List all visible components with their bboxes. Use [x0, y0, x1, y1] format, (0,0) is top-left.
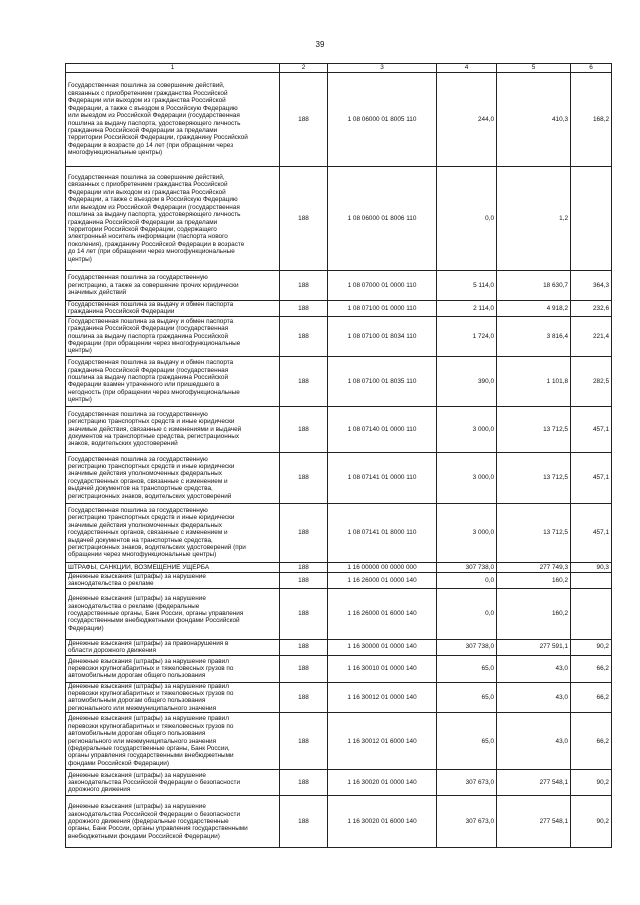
row-name-line: внебюджетными фондами Российской Федерации) — [68, 832, 220, 840]
row-name-line: Государственная пошлина за выдачу и обмен паспорта — [68, 301, 234, 308]
percent-value: 457,1 — [571, 503, 612, 562]
actual-value: 277 548,1 — [497, 796, 571, 848]
row-name-line: Федерации взамен утраченного или пришедшего в — [68, 381, 220, 389]
row-name-line: центры) — [68, 396, 92, 404]
row-name-line: перевозки крупногабаритных и тяжеловесных грузов по — [68, 722, 234, 730]
row-name-line: Денежные взыскания (штрафы) за правонарушения в — [68, 639, 229, 647]
row-name — [66, 796, 280, 848]
row-name-line: Федерации, а также с въездом в Российскую Федерацию — [68, 196, 238, 204]
budget-code: 1 16 00000 00 0000 000 — [328, 562, 437, 572]
row-name — [66, 682, 280, 713]
planned-value: 0,0 — [437, 572, 497, 588]
row-name-line: гражданина Российской Федерации за пределами — [68, 218, 218, 226]
table-row — [66, 271, 612, 301]
row-name — [66, 572, 280, 588]
row-name-line: Федерации) — [68, 624, 104, 632]
row-name-line: Федерации (при обращении через многофункциональные — [68, 340, 241, 348]
row-name-line: обращении через многофункциональные центры) — [68, 551, 217, 559]
column-header: 6 — [571, 64, 612, 73]
row-name-line: перевозки крупногабаритных и тяжеловесных грузов по — [68, 690, 234, 698]
row-name-line: Государственная пошлина за государственную — [68, 410, 208, 418]
actual-value: 13 712,5 — [497, 406, 571, 452]
table-row — [66, 796, 612, 848]
row-name-line: Федерации в возрасте до 14 лет (при обращении через — [68, 141, 234, 149]
planned-value: 65,0 — [437, 655, 497, 682]
row-name-line: гражданина Российской Федерации (государственная — [68, 366, 229, 374]
row-name-line: органы, Банк России, органы управления государственными — [68, 825, 248, 833]
column-header: 3 — [328, 64, 437, 73]
budget-code: 1 08 07141 01 0000 110 — [328, 452, 437, 503]
row-name-line: Государственная пошлина за государственную — [68, 274, 208, 282]
row-name-line: значимые действия уполномоченных федеральных — [68, 470, 222, 478]
row-name-line: или выездом из Российской Федерации (государственная — [68, 112, 240, 120]
row-name-line: Государственная пошлина за выдачу и обмен паспорта — [68, 359, 234, 367]
row-name-line: территории Российской Федерации, гражданину Российской — [68, 134, 248, 142]
budget-code: 1 16 26000 01 6000 140 — [328, 588, 437, 639]
admin-code: 188 — [280, 639, 328, 655]
percent-value: 66,2 — [571, 682, 612, 713]
planned-value: 307 738,0 — [437, 562, 497, 572]
actual-value: 43,0 — [497, 713, 571, 770]
table-row — [66, 655, 612, 682]
row-name-line: законодательства Российской Федерации о безопасности — [68, 810, 241, 818]
planned-value: 3 000,0 — [437, 452, 497, 503]
revenue-table — [65, 63, 612, 848]
row-name-line: Денежные взыскания (штрафы) за нарушение правил — [68, 715, 229, 723]
row-name-line: регионального или межмуниципального значения — [68, 737, 217, 745]
row-name-line: Государственная пошлина за государственную — [68, 506, 208, 514]
row-name — [66, 655, 280, 682]
budget-code: 1 16 30000 01 0000 140 — [328, 639, 437, 655]
row-name-line: Федерации или выходом из гражданства Российской — [68, 188, 226, 196]
row-name-line: регионального или межмуниципального значения — [68, 704, 217, 712]
budget-code: 1 16 30012 01 6000 140 — [328, 713, 437, 770]
row-name-line: регистрационных знаков, водительских удостоверений (при — [68, 543, 246, 551]
admin-code: 188 — [280, 503, 328, 562]
row-name-line: фондами Российской Федерации) — [68, 759, 169, 767]
table-row — [66, 572, 612, 588]
percent-value: 90,2 — [571, 770, 612, 796]
percent-value: 90,3 — [571, 562, 612, 572]
table-row — [66, 682, 612, 713]
row-name-line: регистрацию транспортных средств и иные юридически — [68, 463, 235, 470]
row-name — [66, 562, 280, 572]
row-name-line: Государственная пошлина за государственную — [68, 455, 208, 463]
row-name-line: значимые действия, связанные с изменениями и выдачей — [68, 425, 242, 433]
row-name-line: выдачей документов на транспортные средства, — [68, 536, 213, 544]
percent-value: 90,2 — [571, 639, 612, 655]
row-name-line: выдачей документов на транспортные средства, — [68, 485, 213, 493]
planned-value: 3 000,0 — [437, 406, 497, 452]
row-name-line: законодательства о рекламе — [68, 580, 154, 588]
column-header: 5 — [497, 64, 571, 73]
actual-value: 4 918,2 — [497, 301, 571, 317]
row-name-line: значимых действий — [68, 289, 127, 297]
row-name-line: значимые действия уполномоченных федеральных — [68, 521, 222, 529]
budget-code: 1 08 07100 01 8034 110 — [328, 316, 437, 356]
budget-code: 1 08 07000 01 0000 110 — [328, 271, 437, 301]
table-row — [66, 770, 612, 796]
row-name-line: автомобильным дорогам общего пользования — [68, 697, 206, 705]
budget-code: 1 08 07100 01 8035 110 — [328, 356, 437, 406]
row-name-line: территории Российской Федерации, содержащего — [68, 225, 217, 233]
budget-code: 1 16 30020 01 6000 140 — [328, 796, 437, 848]
admin-code: 188 — [280, 770, 328, 796]
table-row — [66, 452, 612, 503]
budget-code: 1 16 30012 01 0000 140 — [328, 682, 437, 713]
row-name-line: законодательства о рекламе (федеральные — [68, 602, 200, 610]
admin-code: 188 — [280, 713, 328, 770]
percent-value: 90,2 — [571, 796, 612, 848]
admin-code: 188 — [280, 562, 328, 572]
row-name-line: законодательства Российской Федерации о безопасности — [68, 779, 241, 787]
table-row — [66, 167, 612, 271]
row-name-line: Денежные взыскания (штрафы) за нарушение — [68, 572, 206, 580]
budget-code: 1 16 30010 01 0000 140 — [328, 655, 437, 682]
actual-value: 18 630,7 — [497, 271, 571, 301]
admin-code: 188 — [280, 655, 328, 682]
admin-code: 188 — [280, 301, 328, 317]
row-name — [66, 588, 280, 639]
row-name-line: дорожного движения (федеральные государственные — [68, 818, 229, 826]
row-name-line: электронный носитель информации (паспорта нового — [68, 233, 228, 241]
table-row — [66, 301, 612, 317]
row-name — [66, 406, 280, 452]
admin-code: 188 — [280, 167, 328, 271]
row-name-line: Денежные взыскания (штрафы) за нарушение правил — [68, 682, 229, 690]
percent-value: 282,5 — [571, 356, 612, 406]
table-row — [66, 73, 612, 167]
row-name — [66, 503, 280, 562]
admin-code: 188 — [280, 316, 328, 356]
actual-value: 160,2 — [497, 572, 571, 588]
budget-code: 1 08 06000 01 8005 110 — [328, 73, 437, 167]
actual-value: 43,0 — [497, 682, 571, 713]
row-name-line: центры) — [68, 255, 92, 263]
row-name-line: пошлина за выдачу паспорта гражданина Российской — [68, 332, 229, 340]
planned-value: 0,0 — [437, 588, 497, 639]
admin-code: 188 — [280, 73, 328, 167]
row-name-line: знаков, водительских удостоверений — [68, 440, 178, 448]
admin-code: 188 — [280, 452, 328, 503]
row-name-line: пошлина за выдачу паспорта гражданина Российской — [68, 373, 229, 381]
row-name-line: до 14 лет (при обращении через многофункциональные — [68, 248, 235, 256]
row-name-line: государственных органов, связанные с изменением и — [68, 529, 228, 537]
percent-value: 457,1 — [571, 452, 612, 503]
row-name-line: документов на транспортные средства, регистрационных — [68, 433, 240, 441]
table-row — [66, 316, 612, 356]
row-name-line: Государственная пошлина за совершение действий, — [68, 174, 225, 182]
percent-value: 221,4 — [571, 316, 612, 356]
actual-value: 43,0 — [497, 655, 571, 682]
row-name-line: пошлина за выдачу паспорта, удостоверяющего личность — [68, 119, 241, 127]
row-name-line: государственные органы, Банк России, органы управления — [68, 609, 244, 617]
row-name-line: гражданина Российской Федерации (государственная — [68, 325, 229, 333]
actual-value: 277 591,1 — [497, 639, 571, 655]
actual-value: 1 101,8 — [497, 356, 571, 406]
row-name-line: Федерации, а также с въездом в Российскую Федерацию — [68, 104, 238, 112]
row-name-line: Денежные взыскания (штрафы) за нарушение правил — [68, 657, 229, 665]
planned-value: 1 724,0 — [437, 316, 497, 356]
percent-value: 457,1 — [571, 406, 612, 452]
planned-value: 307 738,0 — [437, 639, 497, 655]
row-name — [66, 167, 280, 271]
column-header: 1 — [66, 64, 280, 73]
row-name-line: Федерации или выходом из гражданства Российской — [68, 97, 226, 105]
row-name-line: автомобильным дорогам общего пользования — [68, 730, 206, 738]
row-name-line: Денежные взыскания (штрафы) за нарушение — [68, 803, 206, 811]
row-name — [66, 770, 280, 796]
table-row — [66, 356, 612, 406]
planned-value: 307 673,0 — [437, 770, 497, 796]
table-row — [66, 639, 612, 655]
percent-value: 66,2 — [571, 713, 612, 770]
row-name-line: государственных органов, связанные с изменением и — [68, 477, 228, 485]
percent-value — [571, 572, 612, 588]
actual-value: 1,2 — [497, 167, 571, 271]
row-name-line: области дорожного движения — [68, 647, 156, 655]
actual-value: 3 816,4 — [497, 316, 571, 356]
row-name-line: (федеральные государственные органы, Банк России, — [68, 744, 230, 752]
budget-code: 1 16 30020 01 0000 140 — [328, 770, 437, 796]
planned-value: 65,0 — [437, 713, 497, 770]
percent-value: 66,2 — [571, 655, 612, 682]
planned-value: 65,0 — [437, 682, 497, 713]
admin-code: 188 — [280, 271, 328, 301]
row-name-line: Денежные взыскания (штрафы) за нарушение — [68, 595, 206, 603]
row-name-line: поколения), гражданину Российской Федерации в возрасте — [68, 240, 245, 248]
row-name-line: гражданина Российской Федерации за пределами — [68, 126, 218, 134]
row-name-line: Денежные взыскания (штрафы) за нарушение — [68, 771, 206, 779]
row-name-line: многофункциональные центры) — [68, 149, 163, 157]
budget-code: 1 08 07100 01 0000 110 — [328, 301, 437, 317]
actual-value: 13 712,5 — [497, 452, 571, 503]
row-name-line: перевозки крупногабаритных и тяжеловесных грузов по — [68, 664, 234, 672]
row-name-line: пошлина за выдачу паспорта, удостоверяющего личность — [68, 211, 241, 219]
actual-value: 410,3 — [497, 73, 571, 167]
row-name-line: государственными внебюджетными фондами Российской — [68, 617, 240, 625]
row-name-line: гражданина Российской Федерации — [68, 308, 175, 316]
actual-value: 277 548,1 — [497, 770, 571, 796]
row-name-line: ШТРАФЫ, САНКЦИИ, ВОЗМЕЩЕНИЕ УЩЕРБА — [68, 563, 210, 571]
planned-value: 0,0 — [437, 167, 497, 271]
row-name-line: органы управления государственными внебюджетными — [68, 752, 234, 760]
planned-value: 2 114,0 — [437, 301, 497, 317]
table-row — [66, 562, 612, 572]
row-name-line: центры) — [68, 347, 92, 355]
row-name — [66, 316, 280, 356]
table-row — [66, 588, 612, 639]
admin-code: 188 — [280, 588, 328, 639]
column-header: 2 — [280, 64, 328, 73]
budget-code: 1 08 06000 01 8006 110 — [328, 167, 437, 271]
actual-value: 277 749,3 — [497, 562, 571, 572]
row-name — [66, 713, 280, 770]
row-name-line: или выездом из Российской Федерации (государственная — [68, 203, 240, 211]
actual-value: 160,2 — [497, 588, 571, 639]
row-name-line: Государственная пошлина за совершение действий, — [68, 82, 225, 90]
actual-value: 13 712,5 — [497, 503, 571, 562]
row-name-line: регистрацию транспортных средств и иные юридически — [68, 418, 235, 426]
row-name-line: связанных с приобретением гражданства Российской — [68, 89, 228, 97]
budget-code: 1 08 07140 01 0000 110 — [328, 406, 437, 452]
admin-code: 188 — [280, 796, 328, 848]
row-name-line: регистрацию транспортных средств и иные юридически — [68, 514, 235, 522]
budget-code: 1 16 26000 01 0000 140 — [328, 572, 437, 588]
percent-value: 364,3 — [571, 271, 612, 301]
percent-value — [571, 588, 612, 639]
column-header: 4 — [437, 64, 497, 73]
row-name — [66, 356, 280, 406]
budget-code: 1 08 07141 01 8000 110 — [328, 503, 437, 562]
row-name — [66, 301, 280, 317]
row-name-line: дорожного движения — [68, 786, 131, 794]
page-number: 39 — [315, 40, 325, 49]
planned-value: 3 000,0 — [437, 503, 497, 562]
planned-value: 5 114,0 — [437, 271, 497, 301]
percent-value: 168,2 — [571, 73, 612, 167]
header-row — [66, 64, 612, 73]
row-name — [66, 639, 280, 655]
row-name — [66, 452, 280, 503]
row-name-line: регистрацию, а также за совершение прочих юридически — [68, 281, 239, 289]
admin-code: 188 — [280, 572, 328, 588]
table-row — [66, 713, 612, 770]
admin-code: 188 — [280, 682, 328, 713]
planned-value: 390,0 — [437, 356, 497, 406]
row-name-line: регистрационных знаков, водительских удостоверений — [68, 492, 232, 500]
planned-value: 307 673,0 — [437, 796, 497, 848]
planned-value: 244,0 — [437, 73, 497, 167]
row-name-line: негодность (при обращении через многофункциональные — [68, 388, 240, 396]
percent-value — [571, 167, 612, 271]
percent-value: 232,6 — [571, 301, 612, 317]
table-row — [66, 406, 612, 452]
admin-code: 188 — [280, 356, 328, 406]
table-row — [66, 503, 612, 562]
row-name-line: связанных с приобретением гражданства Российской — [68, 181, 228, 189]
row-name-line: Государственная пошлина за выдачу и обмен паспорта — [68, 317, 234, 325]
row-name — [66, 271, 280, 301]
admin-code: 188 — [280, 406, 328, 452]
row-name-line: автомобильным дорогам общего пользования — [68, 672, 206, 680]
row-name — [66, 73, 280, 167]
